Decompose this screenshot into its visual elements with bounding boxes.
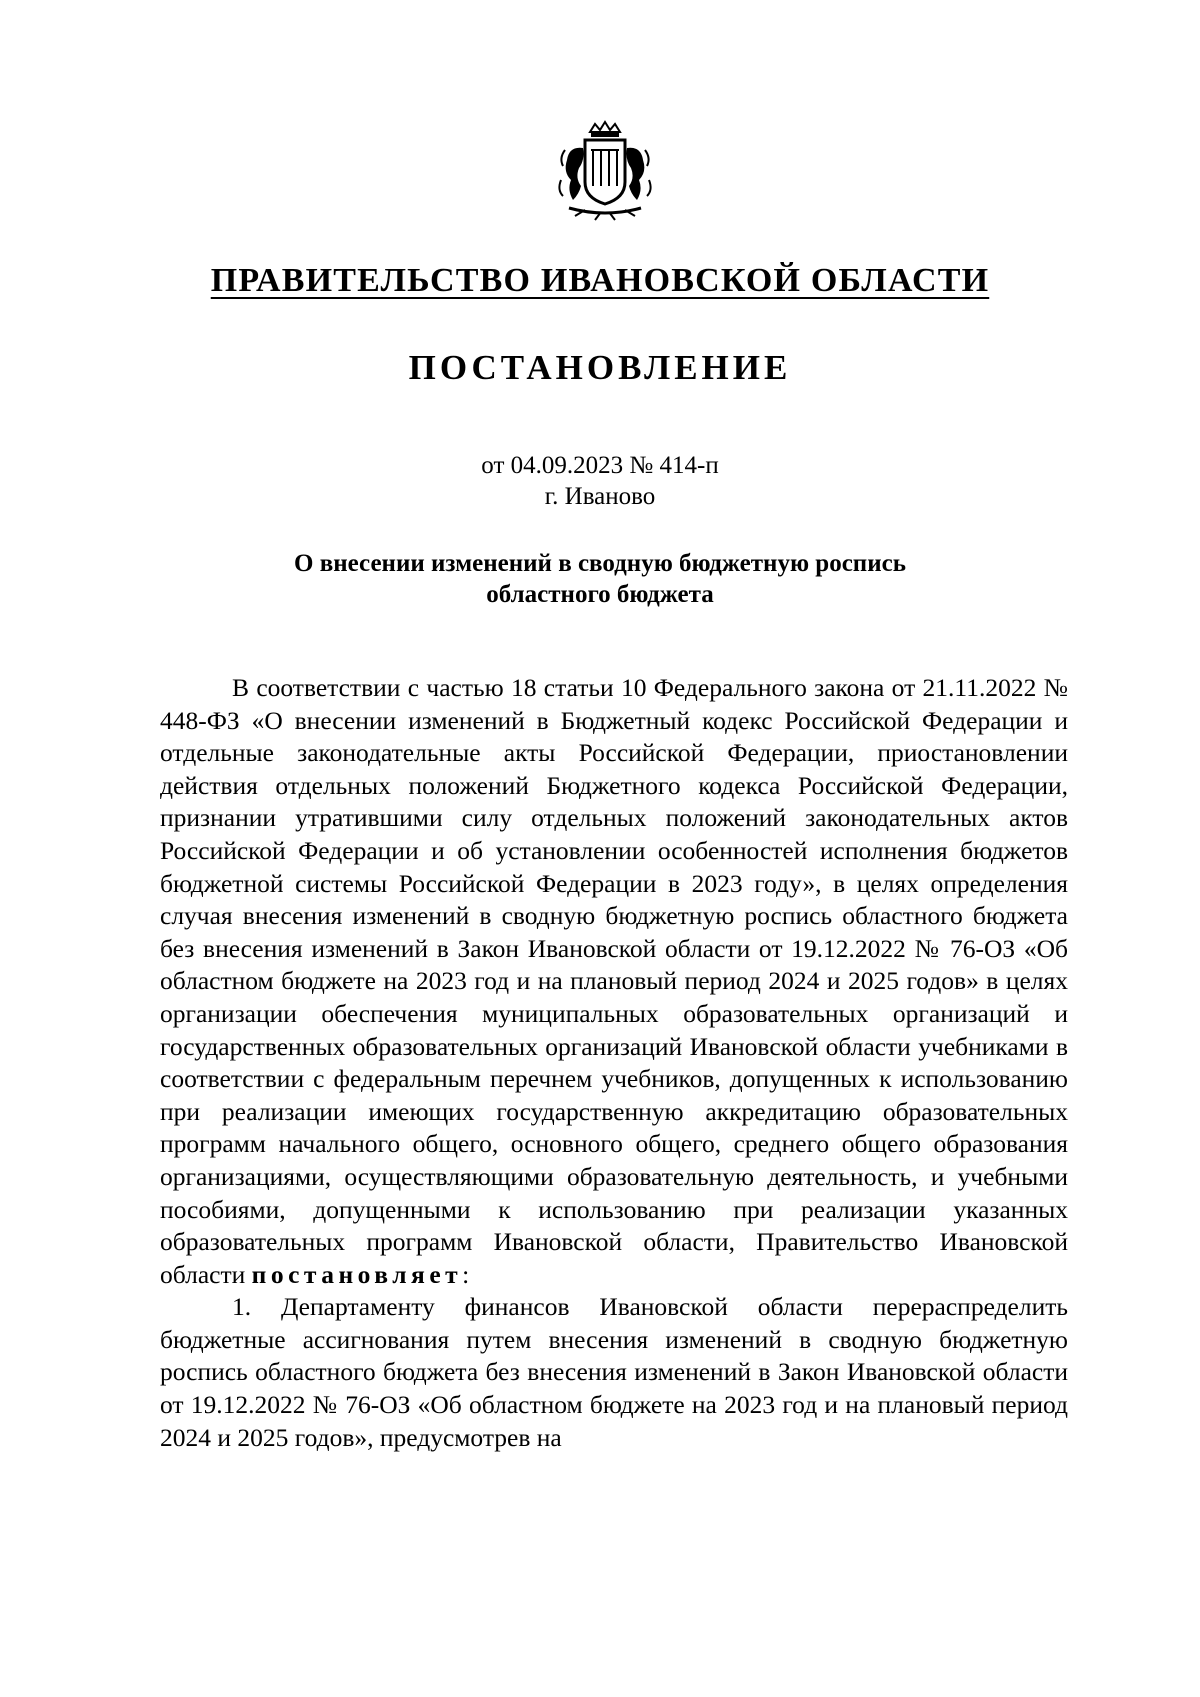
subject-line-1: О внесении изменений в сводную бюджетную роспись — [294, 550, 906, 577]
document-meta — [0, 450, 1200, 512]
coat-of-arms-icon — [555, 120, 655, 230]
document-type: ПОСТАНОВЛЕНИЕ — [408, 348, 792, 387]
resolves-word: постановляет — [251, 1259, 463, 1289]
organization-title-text: ПРАВИТЕЛЬСТВО ИВАНОВСКОЙ ОБЛАСТИ — [210, 262, 990, 299]
resolves-colon: : — [462, 1259, 470, 1289]
document-body — [160, 672, 1068, 1454]
preamble-text: В соответствии с частью 18 статьи 10 Федерального закона от 21.11.2022 № 448-ФЗ «О внесении изменений в Бюджетный кодекс Российской Федерации и отдельные законодательные акты Российской Федерации, приостановлении действия отдельных положений Бюджетного кодекса Российской Федерации, признании утратившими силу отдельных положений законодательных актов Российской Федерации и об установлении особенностей исполнения бюджетов бюджетной системы Российской Федерации в 2023 году», в целях определения случая внесения изменений в сводную бюджетную роспись областного бюджета без внесения изменений в Закон Ивановской области от 19.12.2022 № 76-ОЗ «Об областном бюджете на 2023 год и на плановый период 2024 и 2025 годов» в целях организации обеспечения муниципальных образовательных организаций и государственных образовательных организаций Ивановской области учебниками в соответствии с федеральным перечнем учебников, допущенных к использованию при реализации имеющих государственную аккредитацию образовательных программ начального общего, основного общего, среднего общего образования организациями, осуществляющими образовательную деятельность, и учебными пособиями, допущенными к использованию при реализации указанных образовательных программ Ивановской области, Правительство Ивановской области — [160, 673, 1068, 1289]
item-1-paragraph: 1. Департаменту финансов Ивановской области перераспределить бюджетные ассигнования путем внесения изменений в сводную бюджетную роспись областного бюджета без внесения изменений в Закон Ивановской области от 19.12.2022 № 76-ОЗ «Об областном бюджете на 2023 год и на плановый период 2024 и 2025 годов», предусмотрев на — [160, 1292, 1068, 1452]
date-number: от 04.09.2023 № 414-п — [481, 452, 719, 479]
subject-line-2: областного бюджета — [486, 581, 714, 608]
city: г. Иваново — [544, 483, 656, 510]
document-subject — [0, 548, 1200, 610]
organization-title — [0, 262, 1200, 300]
preamble-paragraph — [160, 672, 1068, 1291]
